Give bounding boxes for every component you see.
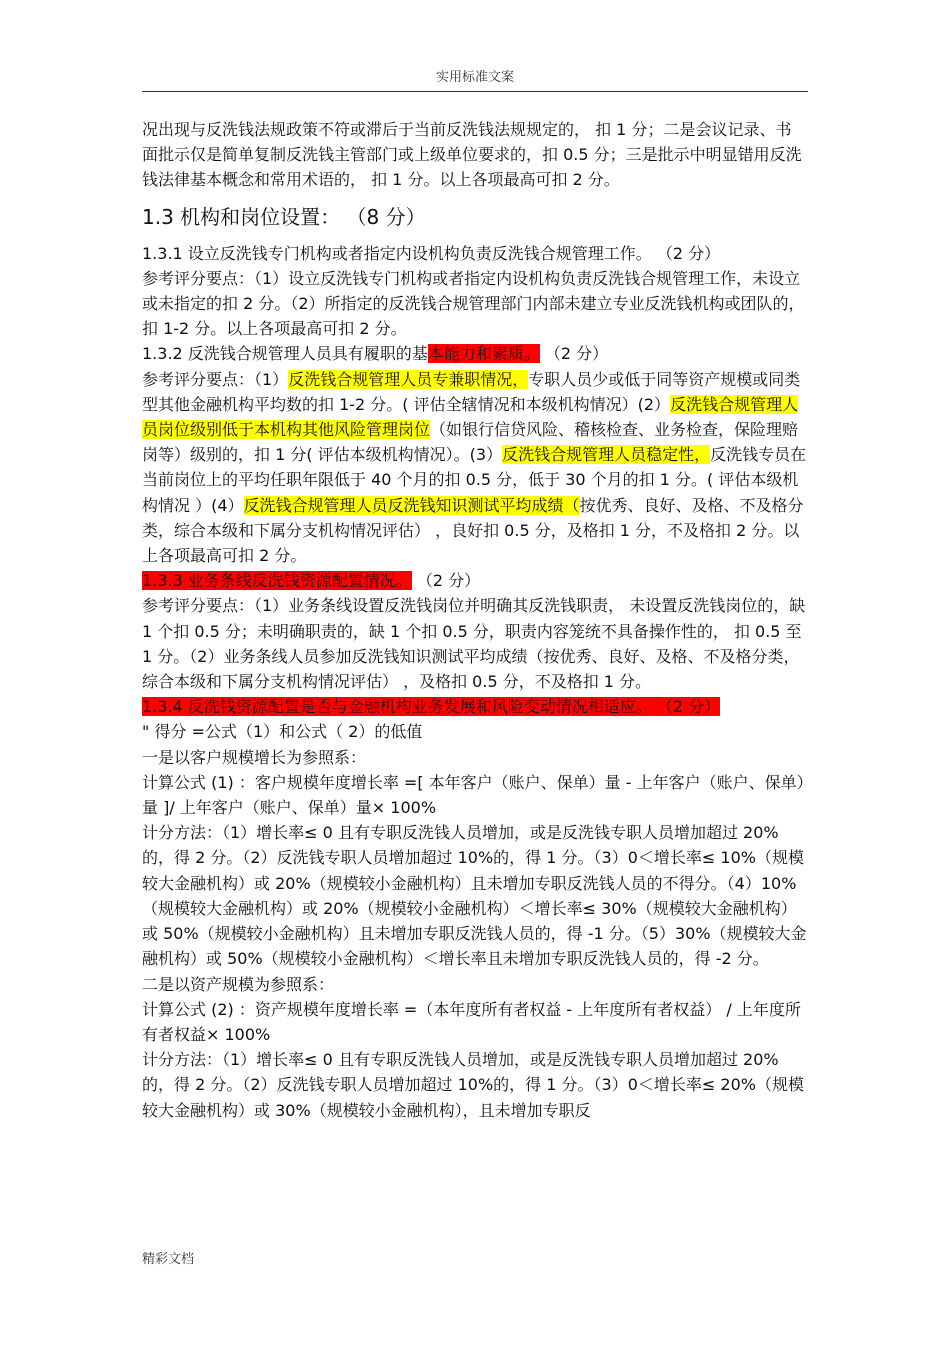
scoring-method-2: 计分方法：（1）增长率≤ 0 且有专职反洗钱人员增加，或是反洗钱专职人员增加超过 20%的，得 2 分。（2）反洗钱专职人员增加超过 10%的，得 1 分。（3）0＜增长率≤ 20%（规模较大金融机构）或 30%（规模较小金融机构），且未增加专职反 — [142, 1050, 804, 1120]
yellow-highlight: 反洗钱合规管理人员反洗钱知识测试平均成绩（ — [243, 495, 580, 515]
body-text: （如银行信贷风险、稽核检查、业务检查，保险理赔岗等）级别的，扣 1 分( 评估本级机构情况）。(3） — [142, 420, 799, 465]
yellow-highlight: 反洗钱合规管理人员稳定性， — [502, 445, 711, 465]
body-text: 专职人员少或低于同等资产规模或同类型其他金融机构平均数的扣 1-2 分。( 评估全辖情况和本级机构情况）(2） — [142, 369, 801, 414]
red-highlight: 1.3.4 反洗钱资源配置是否与金融机构业务发展和风险变动情况相适应。 （2 分） — [142, 697, 721, 717]
body-text: 按优秀、良好、及格、不及格分类，综合本级和下属分支机构情况评估） ，良好扣 0.5 分，及格扣 1 分，不及格扣 2 分。以上各项最高可扣 2 分。 — [142, 495, 804, 566]
item-1-3-2-body — [142, 367, 807, 569]
document-body — [142, 117, 807, 1123]
section-heading: 1.3 机构和岗位设置： （8 分） — [142, 204, 426, 229]
customer-basis-heading: 一是以客户规模增长为参照系： — [142, 747, 367, 767]
item-1-3-1-body: 参考评分要点：（1）设立反洗钱专门机构或者指定内设机构负责反洗钱合规管理工作，未设立或未指定的扣 2 分。（2）所指定的反洗钱合规管理部门内部未建立专业反洗钱机构或团队的，扣 1-2 分。以上各项最高可扣 2 分。 — [142, 268, 805, 339]
item-1-3-2-title — [142, 341, 807, 366]
score-rule: " 得分 =公式（1）和公式（ 2）的低值 — [142, 722, 423, 742]
scoring-method-1: 计分方法：（1）增长率≤ 0 且有专职反洗钱人员增加，或是反洗钱专职人员增加超过 20%的，得 2 分。（2）反洗钱专职人员增加超过 10%的，得 1 分。（3）0＜增长率≤ 10%（规模较大金融机构）或 20%（规模较小金融机构）且未增加专职反洗钱人员的不得分。（4）10%（规模较大金融机构）或 20%（规模较小金融机构）＜增长率≤ 30%（规模较大金融机构）或 50%（规模较小金融机构）且未增加专职反洗钱人员的，得 -1 分。（5）30%（规模较大金融机构）或 50%（规模较小金融机构）＜增长率且未增加专职反洗钱人员的，得 -2 分。 — [142, 823, 807, 969]
page-header: 实用标准文案 — [435, 70, 514, 85]
red-highlight: 本能力和素质。 — [427, 344, 540, 364]
body-text: 参考评分要点：（1） — [142, 369, 289, 389]
body-text: 反洗钱专员在当前岗位上的平均任职年限低于 40 个月的扣 0.5 分，低于 30 个月的扣 1 分。( 评估本级机构情况 ）(4） — [142, 445, 807, 515]
item-1-3-3-body: 参考评分要点：（1）业务条线设置反洗钱岗位并明确其反洗钱职责， 未设置反洗钱岗位的，缺 1 个扣 0.5 分；未明确职责的，缺 1 个扣 0.5 分，职责内容笼统不具备操作性的， 扣 0.5 至 1 分。（2）业务条线人员参加反洗钱知识测试平均成绩（按优秀、良好、及格、不及格分类，综合本级和下属分支机构情况评估） ，及格扣 0.5 分，不及格扣 1 分。 — [142, 596, 806, 692]
item-1-3-1-title: 1.3.1 设立反洗钱专门机构或者指定内设机构负责反洗钱合规管理工作。 （2 分） — [142, 243, 721, 263]
header-divider — [142, 91, 808, 92]
intro-paragraph: 况出现与反洗钱法规政策不符或滞后于当前反洗钱法规规定的， 扣 1 分；二是会议记录、书面批示仅是简单复制反洗钱主管部门或上级单位要求的，扣 0.5 分；三是批示中明显错用反洗钱法律基本概念和常用术语的， 扣 1 分。以上各项最高可扣 2 分。 — [142, 120, 802, 190]
yellow-highlight: 反洗钱合规管理人员专兼职情况， — [288, 369, 529, 389]
item-1-3-4-title — [142, 694, 807, 719]
page-footer: 精彩文档 — [142, 1252, 195, 1267]
formula-2: 计算公式 (2) ：资产规模年度增长率 =（本年度所有者权益 - 上年度所有者权益） / 上年度所有者权益× 100% — [142, 999, 801, 1044]
asset-basis-heading: 二是以资产规模为参照系： — [142, 974, 335, 994]
item-1-3-3-title — [142, 568, 807, 593]
item-1-3-2-title-start: 1.3.2 反洗钱合规管理人员具有履职的基 — [142, 344, 428, 364]
formula-1: 计算公式 (1) ：客户规模年度增长率 =[ 本年客户（账户、保单）量 - 上年客户（账户、保单）量 ]/ 上年客户（账户、保单）量× 100% — [142, 772, 805, 818]
item-1-3-2-score: （2 分） — [539, 344, 609, 364]
red-highlight: 1.3.3 业务条线反洗钱资源配置情况。 — [142, 571, 412, 591]
yellow-highlight: 反洗钱合规管理人员岗位级别低于本机构其他风险管理岗位 — [142, 394, 799, 440]
item-1-3-3-score: （2 分） — [411, 571, 481, 591]
